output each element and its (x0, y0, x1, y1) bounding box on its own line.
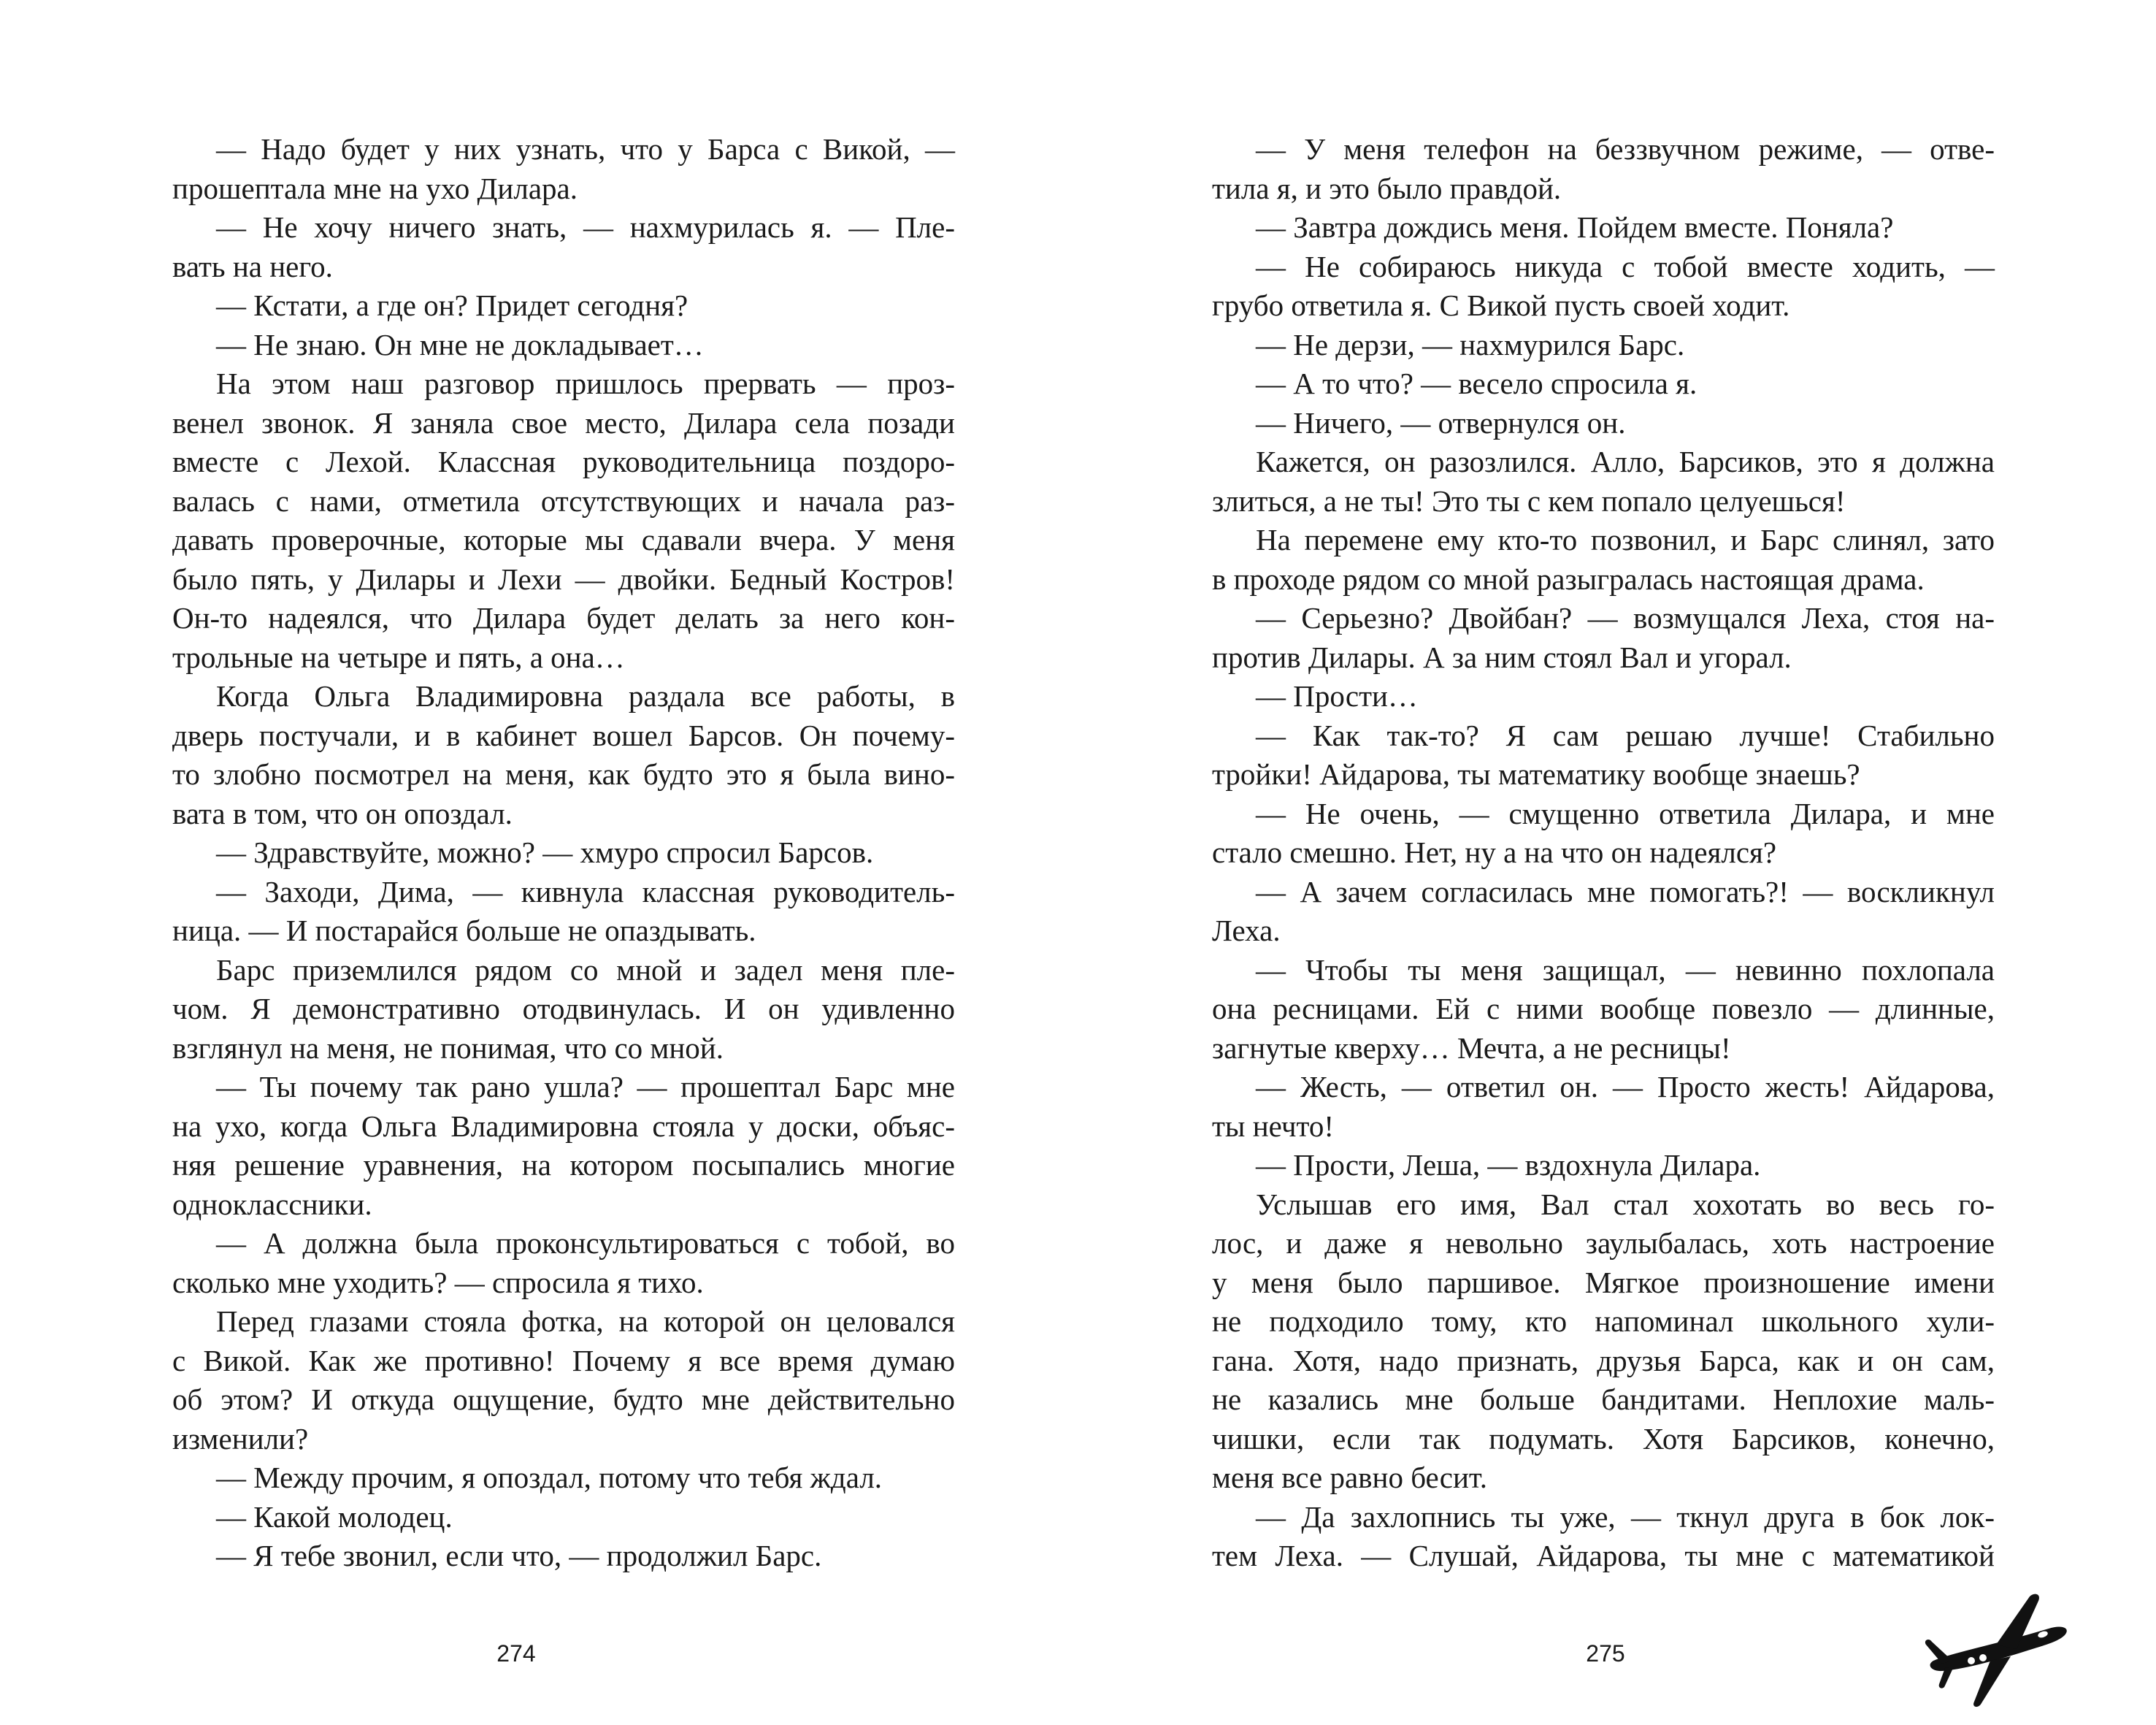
left-page-text-line: — Ты почему так рано ушла? — прошептал Барс мне (216, 1070, 955, 1104)
left-page-text-line: Перед глазами стояла фотка, на которой он целовался (216, 1304, 955, 1338)
right-page-text-line: у меня было паршивое. Мягкое произношение имени (1212, 1265, 1995, 1299)
right-page-text-line: Леха. (1212, 914, 1281, 947)
left-page-text-line: валась с нами, отметила отсутствующих и начала раз- (172, 483, 955, 518)
left-page-text-line: об этом? И откуда ощущение, будто мне действительно (172, 1382, 955, 1416)
left-page-text-line: — Кстати, а где он? Придет сегодня? (216, 288, 688, 322)
left-page-text-line: Он-то надеялся, что Дилара будет делать за него кон- (172, 601, 955, 635)
right-page-text-line: тройки! Айдарова, ты математику вообще знаешь? (1212, 757, 1860, 791)
left-page-text-line: было пять, у Дилары и Лехи — двойки. Бедный Костров! (172, 562, 955, 596)
left-page-text-line: Барс приземлился рядом со мной и задел меня пле- (216, 952, 955, 987)
right-page-text-line: не подходило тому, кто напоминал школьного хули- (1212, 1304, 1995, 1338)
right-page-text-line: в проходе рядом со мной разыгралась настоящая драма. (1212, 562, 1925, 596)
left-page-text-line: — Заходи, Дима, — кивнула классная руководитель- (216, 874, 955, 909)
right-page-text-line: — Не очень, — смущенно ответила Дилара, и мне (1256, 796, 1995, 830)
left-page-text-line: — Между прочим, я опоздал, потому что тебя ждал. (216, 1461, 883, 1494)
left-page-text-line: давать проверочные, которые мы сдавали вчера. У меня (172, 523, 955, 556)
right-page-text-line: лос, и даже я невольно заулыбалась, хоть настроение (1212, 1226, 1995, 1260)
left-page-text-line: трольные на четыре и пять, а она… (172, 640, 625, 674)
right-page-text-line: — Не собираюсь никуда с тобой вместе ходить, — (1256, 249, 1995, 283)
left-page-text-line: — А должна была проконсультироваться с тобой, во (216, 1226, 955, 1260)
left-page-text-line: ница. — И постарайся больше не опаздывать. (172, 914, 756, 947)
left-page-text-line: то злобно посмотрел на меня, как будто это я была вино- (172, 757, 955, 791)
left-page-text-line: — Здравствуйте, можно? — хмуро спросил Барсов. (216, 835, 874, 869)
right-page-text-line: тила я, и это было правдой. (1212, 171, 1562, 205)
right-page-text-line: тем Леха. — Слушай, Айдарова, ты мне с математикой (1212, 1539, 1995, 1572)
right-page-text-line: злиться, а не ты! Это ты с кем попало целуешься! (1212, 483, 1846, 518)
right-page-text-line: — У меня телефон на беззвучном режиме, — отве- (1256, 132, 1995, 166)
left-page-text-line: одноклассники. (172, 1187, 372, 1221)
left-page-text-line: Когда Ольга Владимировна раздала все работы, в (216, 679, 955, 713)
right-page-text-line: не казались мне больше бандитами. Неплохие маль- (1212, 1382, 1995, 1416)
left-page-text-line: взглянул на меня, не понимая, что со мной. (172, 1030, 724, 1065)
left-page (172, 130, 955, 1576)
right-page-text-line: — Ничего, — отвернулся он. (1256, 405, 1626, 440)
left-page-text-line: — Я тебе звонил, если что, — продолжил Барс. (216, 1539, 822, 1572)
right-page-text-line: — Прости, Леша, — вздохнула Дилара. (1256, 1148, 1761, 1182)
right-page-text-line: — Не дерзи, — нахмурился Барс. (1256, 327, 1685, 362)
right-page-text-line: — Завтра дождись меня. Пойдем вместе. Поняла? (1256, 210, 1894, 244)
right-page-text-line: против Дилары. А за ним стоял Вал и угорал. (1212, 640, 1792, 674)
right-page-text-line: гана. Хотя, надо признать, друзья Барса, как и он сам, (1212, 1343, 1995, 1377)
right-page-text-line: меня все равно бесит. (1212, 1461, 1487, 1494)
airplane-silhouette-icon (1920, 1591, 2081, 1707)
right-page-text-line: На перемене ему кто-то позвонил, и Барс слинял, зато (1256, 523, 1995, 556)
right-page-text-line: — А зачем согласилась мне помогать?! — воскликнул (1256, 874, 1995, 909)
right-page-text-line: — Да захлопнись ты уже, — ткнул друга в бок лок- (1256, 1499, 1995, 1534)
page-number-right: 275 (1586, 1640, 1625, 1667)
left-page-text-line: — Какой молодец. (216, 1499, 453, 1534)
left-page-text-line: прошептала мне на ухо Дилара. (172, 171, 578, 205)
left-page-text-line: На этом наш разговор пришлось прервать — проз- (216, 367, 955, 400)
right-page-text-line: чишки, если так подумать. Хотя Барсиков, конечно, (1212, 1421, 1995, 1456)
right-page-text-line: — Чтобы ты меня защищал, — невинно похлопала (1256, 952, 1995, 987)
right-page-text-line: Услышав его имя, Вал стал хохотать во весь го- (1256, 1187, 1995, 1221)
left-page-text-line: чом. Я демонстративно отодвинулась. И он удивленно (172, 992, 955, 1025)
left-page-text-line: на ухо, когда Ольга Владимировна стояла у доски, объяс- (172, 1109, 955, 1143)
right-page-text-line: грубо ответила я. С Викой пусть своей ходит. (1212, 288, 1790, 322)
right-page (1212, 130, 1995, 1576)
left-page-text-line: няя решение уравнения, на котором посыпались многие (172, 1148, 955, 1182)
page-number-left: 274 (496, 1640, 536, 1667)
right-page-text-line: загнутые кверху… Мечта, а не ресницы! (1212, 1030, 1731, 1065)
left-page-text-line: дверь постучали, и в кабинет вошел Барсов. Он почему- (172, 718, 955, 752)
right-page-text-line: — А то что? — весело спросила я. (1256, 367, 1697, 400)
left-page-text-line: венел звонок. Я заняла свое место, Дилара села позади (172, 405, 955, 440)
left-page-text-line: вместе с Лехой. Классная руководительница поздоро- (172, 445, 955, 478)
left-page-text-line: вать на него. (172, 249, 333, 283)
right-page-text-line: она ресницами. Ей с ними вообще повезло — длинные, (1212, 992, 1995, 1025)
left-page-text-line: с Викой. Как же противно! Почему я все время думаю (172, 1343, 955, 1377)
left-page-text-line: — Не хочу ничего знать, — нахмурилась я. — Пле- (216, 210, 955, 244)
right-page-text-line: — Серьезно? Двойбан? — возмущался Леха, стоя на- (1256, 601, 1995, 635)
left-page-text-line: сколько мне уходить? — спросила я тихо. (172, 1265, 704, 1299)
left-page-text-line: изменили? (172, 1421, 309, 1456)
left-page-text-line: — Не знаю. Он мне не докладывает… (216, 327, 704, 362)
right-page-text-line: стало смешно. Нет, ну а на что он надеялся? (1212, 835, 1777, 869)
right-page-text-line: Кажется, он разозлился. Алло, Барсиков, это я должна (1256, 445, 1995, 478)
right-page-text-line: — Как так-то? Я сам решаю лучше! Стабильно (1256, 718, 1995, 752)
left-page-text-line: — Надо будет у них узнать, что у Барса с Викой, — (216, 132, 955, 166)
right-page-text-line: — Прости… (1256, 679, 1418, 713)
right-page-text-line: — Жесть, — ответил он. — Просто жесть! Айдарова, (1256, 1070, 1995, 1104)
right-page-text-line: ты нечто! (1212, 1109, 1334, 1143)
left-page-text-line: вата в том, что он опоздал. (172, 796, 513, 830)
